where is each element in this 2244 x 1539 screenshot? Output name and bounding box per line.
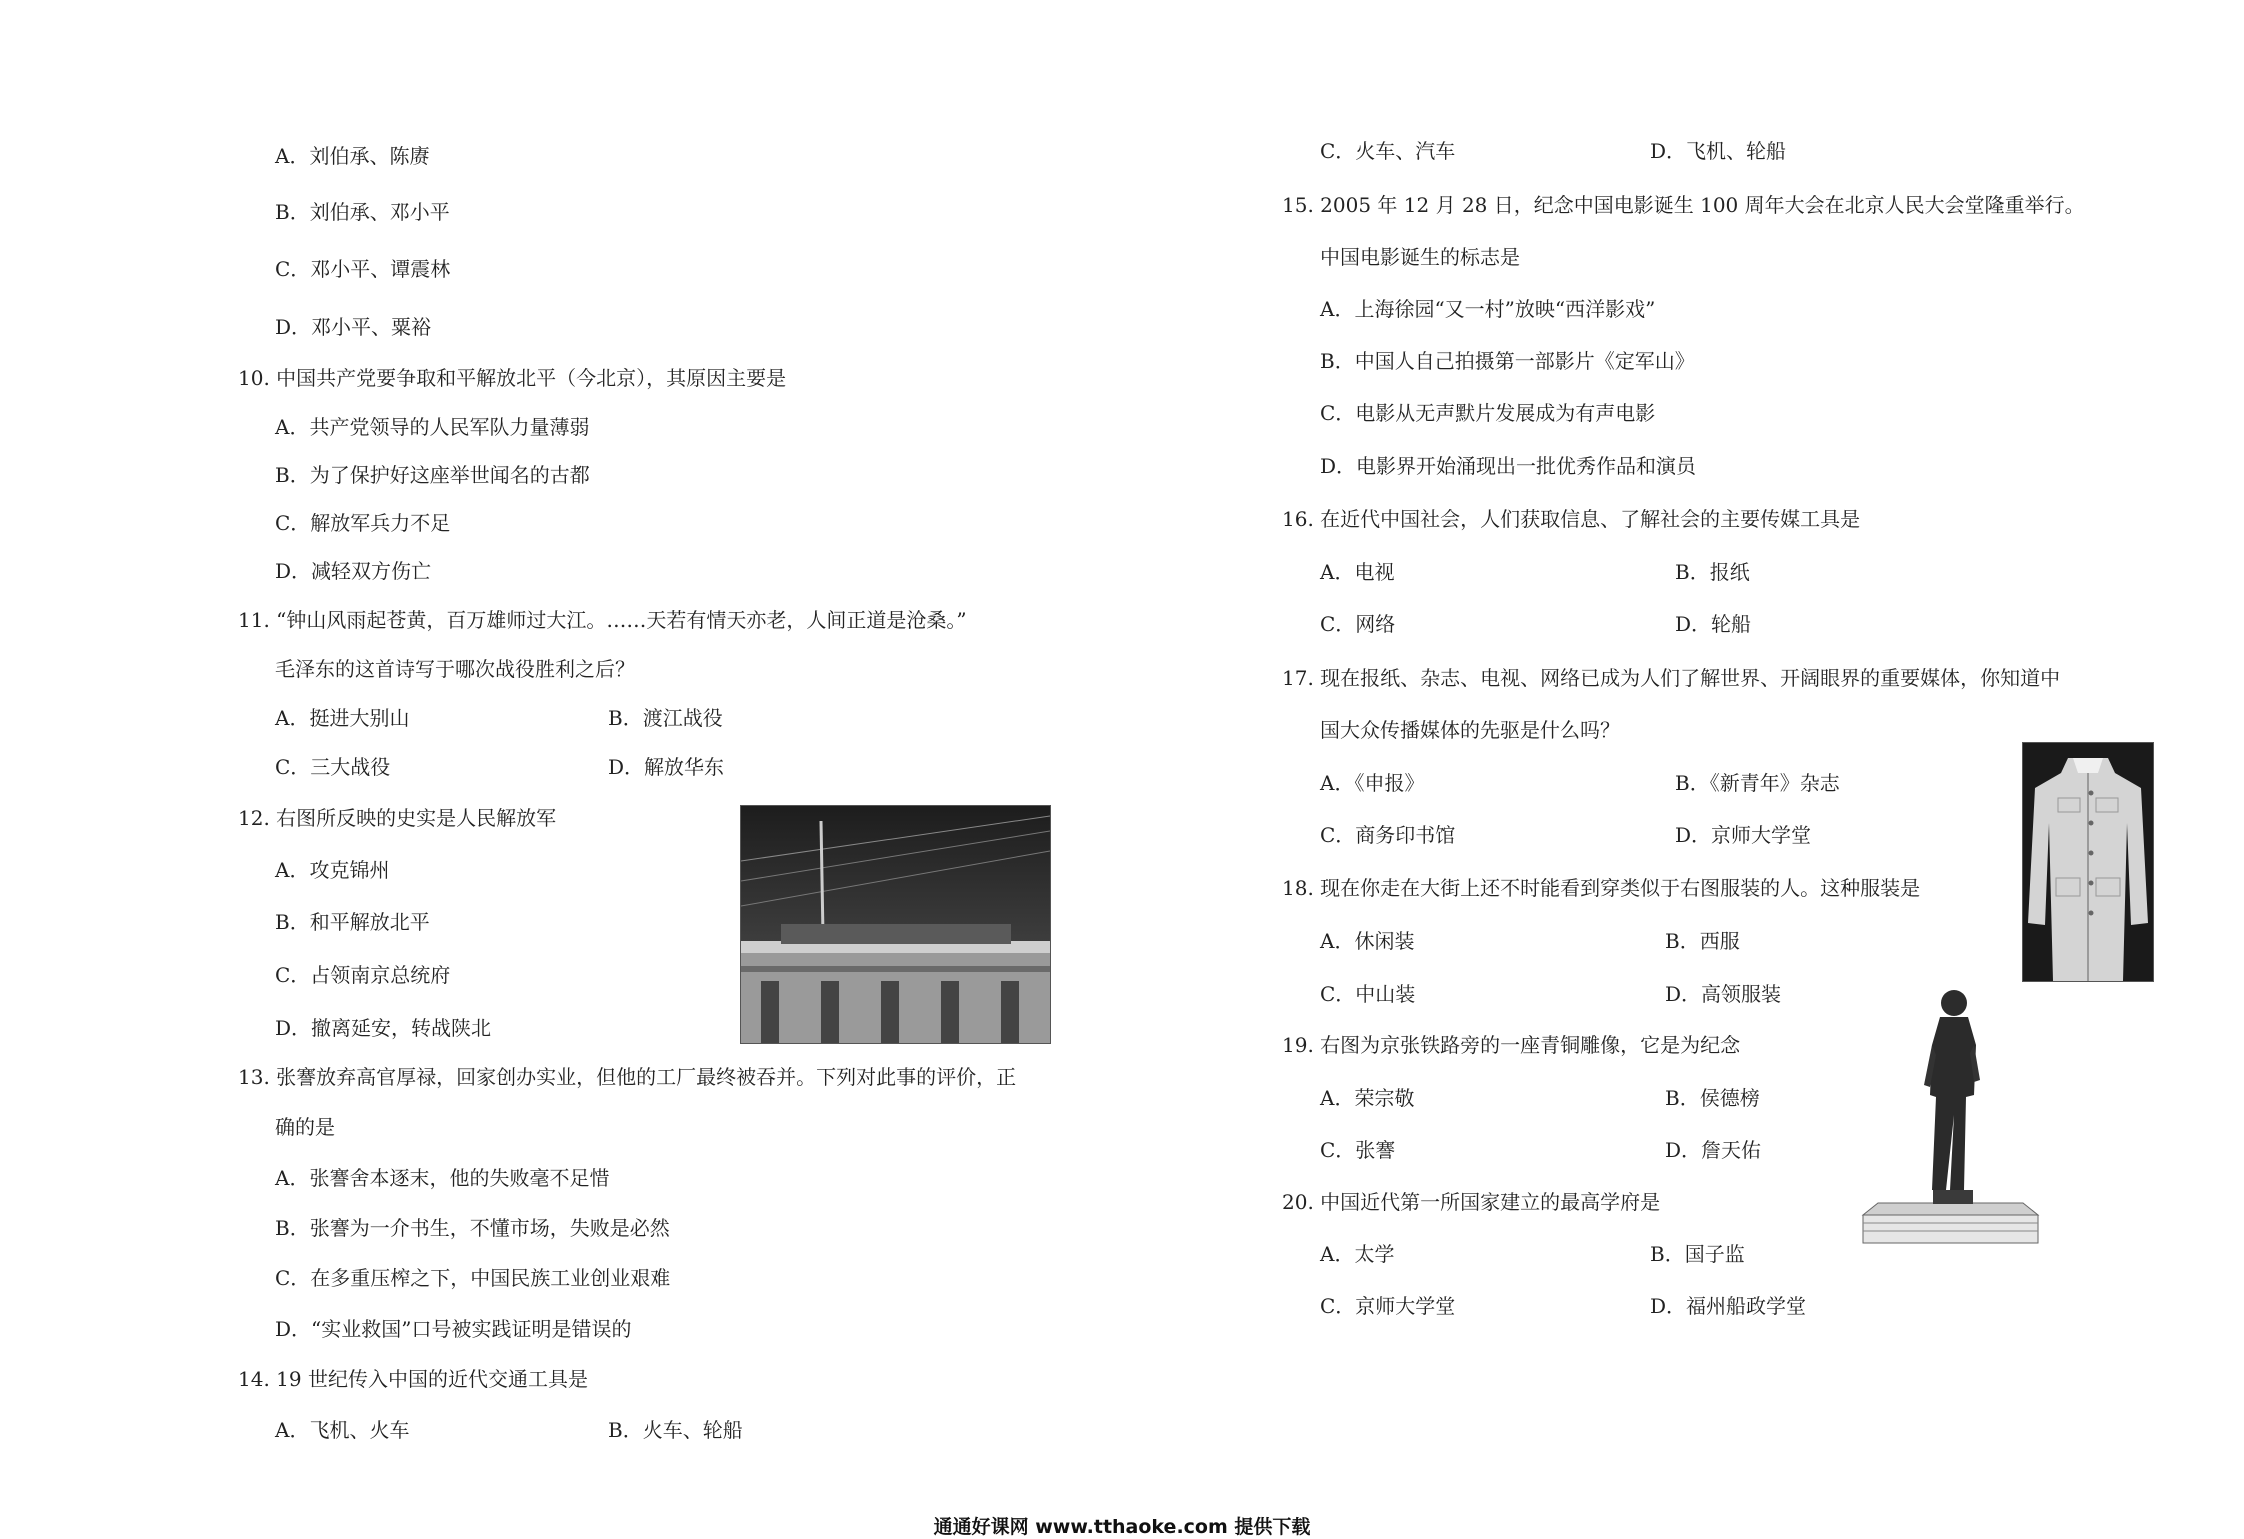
q19-option-a: A．荣宗敬 xyxy=(1320,1086,1415,1110)
q11-stem: 11. “钟山风雨起苍黄，百万雄师过大江。……天若有情天亦老，人间正道是沧桑。” xyxy=(238,608,967,632)
zhongshan-suit-photo xyxy=(2022,742,2154,982)
q12-option-a: A．攻克锦州 xyxy=(275,858,390,882)
q17-option-b: B．《新青年》杂志 xyxy=(1675,771,1840,795)
q15-stem-continued: 中国电影诞生的标志是 xyxy=(1320,245,1520,269)
q14-option-d: D．飞机、轮船 xyxy=(1650,139,1787,163)
q16-stem: 16. 在近代中国社会，人们获取信息、了解社会的主要传媒工具是 xyxy=(1282,507,1861,531)
q19-option-d: D．詹天佑 xyxy=(1665,1138,1762,1162)
q18-option-c: C．中山装 xyxy=(1320,982,1416,1006)
q17-stem: 17. 现在报纸、杂志、电视、网络已成为人们了解世界、开阔眼界的重要媒体，你知道中 xyxy=(1282,666,2061,690)
q12-option-c: C．占领南京总统府 xyxy=(275,963,451,987)
q14-option-c: C．火车、汽车 xyxy=(1320,139,1456,163)
q15-option-b: B．中国人自己拍摄第一部影片《定军山》 xyxy=(1320,349,1695,373)
q15-option-c: C．电影从无声默片发展成为有声电影 xyxy=(1320,401,1656,425)
q12-stem: 12. 右图所反映的史实是人民解放军 xyxy=(238,806,557,830)
q16-option-b: B．报纸 xyxy=(1675,560,1750,584)
nanjing-presidential-palace-photo xyxy=(740,805,1051,1044)
q12-option-b: B．和平解放北平 xyxy=(275,910,430,934)
q13-option-a: A．张謇舍本逐末，他的失败毫不足惜 xyxy=(275,1166,610,1190)
q20-stem: 20. 中国近代第一所国家建立的最高学府是 xyxy=(1282,1190,1661,1214)
q13-option-c: C．在多重压榨之下，中国民族工业创业艰难 xyxy=(275,1266,671,1290)
zhan-tianyou-statue-image xyxy=(1858,985,2043,1257)
q20-option-b: B．国子监 xyxy=(1650,1242,1745,1266)
q11-option-d: D．解放华东 xyxy=(608,755,725,779)
q16-option-d: D．轮船 xyxy=(1675,612,1752,636)
q11-option-c: C．三大战役 xyxy=(275,755,391,779)
q18-stem: 18. 现在你走在大街上还不时能看到穿类似于右图服装的人。这种服装是 xyxy=(1282,876,1921,900)
q11-option-b: B．渡江战役 xyxy=(608,706,723,730)
page-footer: 通通好课网 www.tthaoke.com 提供下载 xyxy=(933,1516,1311,1538)
q10-option-c: C．解放军兵力不足 xyxy=(275,511,451,535)
q13-stem: 13. 张謇放弃高官厚禄，回家创办实业，但他的工厂最终被吞并。下列对此事的评价，正 xyxy=(238,1065,1017,1089)
q20-option-c: C．京师大学堂 xyxy=(1320,1294,1456,1318)
q20-option-d: D．福州船政学堂 xyxy=(1650,1294,1807,1318)
q19-option-c: C．张謇 xyxy=(1320,1138,1396,1162)
q10-option-b: B．为了保护好这座举世闻名的古都 xyxy=(275,463,590,487)
q11-option-a: A．挺进大别山 xyxy=(275,706,410,730)
q13-stem-continued: 确的是 xyxy=(275,1115,335,1139)
q10-option-d: D．减轻双方伤亡 xyxy=(275,559,432,583)
q13-option-b: B．张謇为一介书生，不懂市场，失败是必然 xyxy=(275,1216,670,1240)
q14-option-a: A．飞机、火车 xyxy=(275,1418,410,1442)
q11-stem-continued: 毛泽东的这首诗写于哪次战役胜利之后？ xyxy=(275,657,635,681)
q20-option-a: A．太学 xyxy=(1320,1242,1395,1266)
q16-option-c: C．网络 xyxy=(1320,612,1396,636)
q17-option-c: C．商务印书馆 xyxy=(1320,823,1456,847)
q16-option-a: A．电视 xyxy=(1320,560,1395,584)
q14-option-b: B．火车、轮船 xyxy=(608,1418,743,1442)
q19-stem: 19. 右图为京张铁路旁的一座青铜雕像，它是为纪念 xyxy=(1282,1033,1741,1057)
q14-stem: 14. 19 世纪传入中国的近代交通工具是 xyxy=(238,1367,588,1391)
q19-option-b: B．侯德榜 xyxy=(1665,1086,1760,1110)
q13-option-d: D．“实业救国”口号被实践证明是错误的 xyxy=(275,1317,632,1341)
q10-option-a: A．共产党领导的人民军队力量薄弱 xyxy=(275,415,590,439)
q18-option-d: D．高领服装 xyxy=(1665,982,1782,1006)
q9-option-a: A．刘伯承、陈赓 xyxy=(275,144,430,168)
q15-option-d: D．电影界开始涌现出一批优秀作品和演员 xyxy=(1320,454,1697,478)
q9-option-b: B．刘伯承、邓小平 xyxy=(275,200,450,224)
q18-option-b: B．西服 xyxy=(1665,929,1740,953)
q15-option-a: A．上海徐园“又一村”放映“西洋影戏” xyxy=(1320,297,1656,321)
q9-option-d: D．邓小平、粟裕 xyxy=(275,315,432,339)
q10-stem: 10. 中国共产党要争取和平解放北平（今北京），其原因主要是 xyxy=(238,366,787,390)
q15-stem: 15. 2005 年 12 月 28 日，纪念中国电影诞生 100 周年大会在北京人民大会堂隆重举行。 xyxy=(1282,193,2085,217)
q12-option-d: D．撤离延安，转战陕北 xyxy=(275,1016,492,1040)
q17-stem-continued: 国大众传播媒体的先驱是什么吗？ xyxy=(1320,718,1620,742)
q9-option-c: C．邓小平、谭震林 xyxy=(275,257,451,281)
q17-option-a: A．《申报》 xyxy=(1320,771,1425,795)
q18-option-a: A．休闲装 xyxy=(1320,929,1415,953)
q17-option-d: D．京师大学堂 xyxy=(1675,823,1812,847)
